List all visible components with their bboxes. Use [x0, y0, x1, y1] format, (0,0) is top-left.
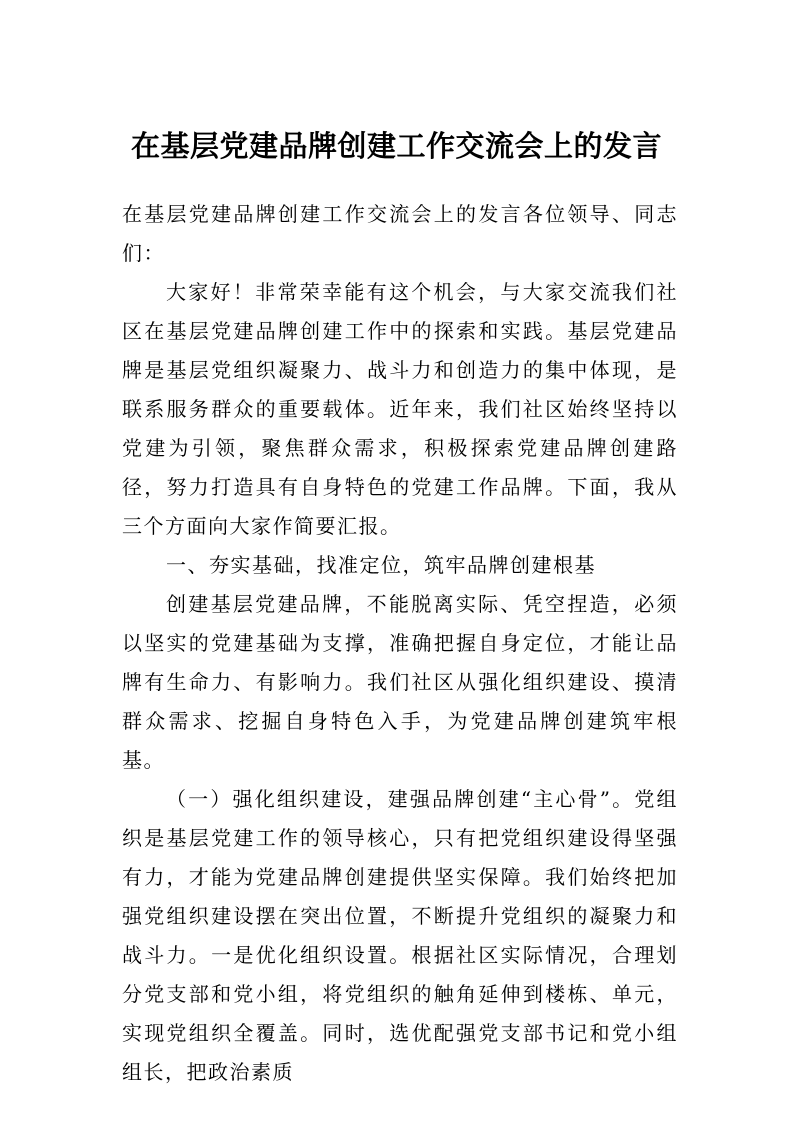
section-heading-1: 一、夯实基础，找准定位，筑牢品牌创建根基: [166, 553, 596, 577]
salutation-paragraph: 在基层党建品牌创建工作交流会上的发言各位领导、同志们：: [122, 202, 678, 265]
section-1-intro-paragraph: 创建基层党建品牌，不能脱离实际、凭空捏造，必须以坚实的党建基础为支撑，准确把握自身定位，才能让品牌有生命力、有影响力。我们社区从强化组织建设、摸清群众需求、挖掘自身特色入手，为党建品牌创建筑牢根基。: [122, 592, 678, 772]
document-title: 在基层党建品牌创建工作交流会上的发言: [130, 129, 662, 163]
document-body: [122, 195, 678, 1092]
subsection-1-paragraph: （一）强化组织建设，建强品牌创建“主心骨”。党组织是基层党建工作的领导核心，只有把党组织建设得坚强有力，才能为党建品牌创建提供坚实保障。我们始终把加强党组织建设摆在突出位置，不断提升党组织的凝聚力和战斗力。一是优化组织设置。根据社区实际情况，合理划分党支部和党小组，将党组织的触角延伸到楼栋、单元，实现党组织全覆盖。同时，选优配强党支部书记和党小组组长，把政治素质: [122, 787, 678, 1084]
opening-paragraph: 大家好！非常荣幸能有这个机会，与大家交流我们社区在基层党建品牌创建工作中的探索和实践。基层党建品牌是基层党组织凝聚力、战斗力和创造力的集中体现，是联系服务群众的重要载体。近年来，我们社区始终坚持以党建为引领，聚焦群众需求，积极探索党建品牌创建路径，努力打造具有自身特色的党建工作品牌。下面，我从三个方面向大家作简要汇报。: [122, 280, 678, 538]
